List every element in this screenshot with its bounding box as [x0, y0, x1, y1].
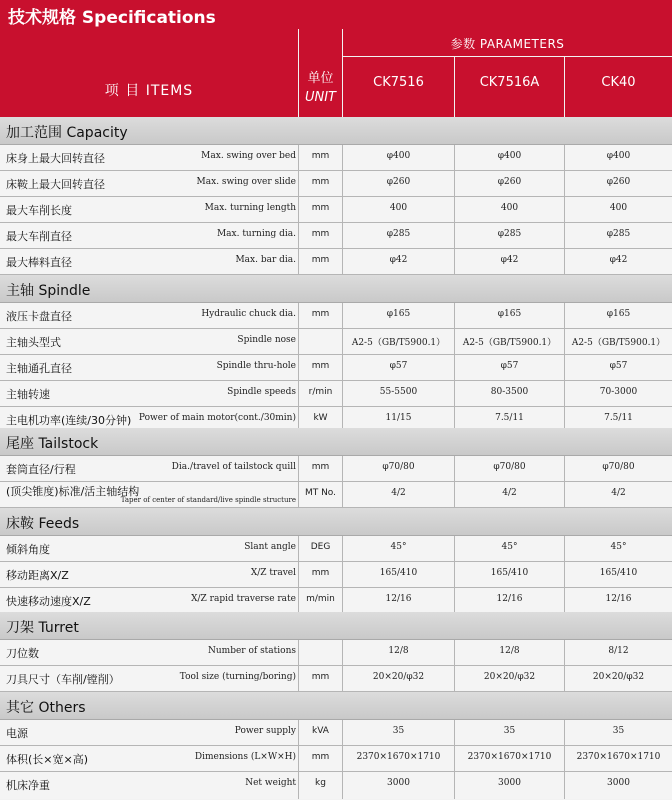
- row-label-cn: 主轴头型式: [6, 336, 61, 349]
- value-ck7516a: A2-5（GB/T5900.1）: [462, 338, 557, 348]
- value-ck7516a: 45°: [501, 542, 518, 552]
- row-label-en: Number of stations: [208, 646, 296, 656]
- row-label-cn: 液压卡盘直径: [6, 310, 72, 323]
- value-ck40: 20×20/φ32: [592, 672, 645, 682]
- column-divider: [564, 588, 565, 613]
- row-label-en: Slant angle: [244, 542, 296, 552]
- column-divider: [298, 197, 299, 222]
- value-ck7516a: φ400: [497, 151, 522, 161]
- column-divider: [454, 666, 455, 691]
- column-divider: [298, 381, 299, 406]
- table-row: [0, 562, 672, 588]
- row-label-cn: 体积(长×宽×高): [6, 753, 89, 766]
- value-ck7516: 400: [389, 203, 408, 213]
- column-divider: [564, 381, 565, 406]
- row-label-cn: 倾斜角度: [6, 543, 50, 556]
- value-ck7516: 2370×1670×1710: [356, 752, 441, 762]
- model-name: CK40: [601, 75, 636, 90]
- row-label-cn: 快速移动速度X/Z: [6, 595, 91, 608]
- model-header-ck7516: [343, 57, 454, 117]
- section-header-spindle: [0, 275, 672, 303]
- column-divider: [342, 303, 343, 328]
- column-divider: [454, 482, 455, 507]
- value-ck7516: φ42: [389, 255, 408, 265]
- column-divider: [564, 562, 565, 587]
- row-label-cn: 床身上最大回转直径: [6, 152, 105, 165]
- column-divider: [454, 720, 455, 745]
- column-divider: [564, 355, 565, 380]
- column-divider: [342, 562, 343, 587]
- column-divider: [342, 746, 343, 771]
- value-ck7516a: φ42: [500, 255, 519, 265]
- value-ck40: φ165: [606, 309, 631, 319]
- table-row: [0, 329, 672, 355]
- value-ck7516: φ285: [386, 229, 411, 239]
- parameters-header-label: 参数 PARAMETERS: [450, 37, 565, 51]
- column-divider: [298, 720, 299, 745]
- value-ck7516a: 165/410: [490, 568, 529, 578]
- section-header-feeds: [0, 508, 672, 536]
- row-unit: kg: [315, 778, 326, 788]
- column-divider: [564, 482, 565, 507]
- row-label-en: Net weight: [245, 778, 296, 788]
- column-divider: [564, 329, 565, 354]
- unit-header: [299, 29, 342, 117]
- page-title: 技术规格 Specifications: [8, 8, 216, 28]
- column-divider: [342, 381, 343, 406]
- column-divider: [564, 171, 565, 196]
- table-row: [0, 145, 672, 171]
- row-unit: mm: [311, 462, 330, 472]
- column-divider: [564, 249, 565, 274]
- table-row: [0, 536, 672, 562]
- model-header-ck40: [565, 57, 672, 117]
- value-ck40: φ260: [606, 177, 631, 187]
- table-row: [0, 223, 672, 249]
- column-divider: [454, 145, 455, 170]
- value-ck7516a: 12/8: [499, 646, 520, 656]
- value-ck7516a: φ57: [500, 361, 519, 371]
- row-label-cn: 主电机功率(连续/30分钟): [6, 414, 132, 427]
- column-divider: [298, 171, 299, 196]
- value-ck7516: φ260: [386, 177, 411, 187]
- row-label-en: Max. swing over slide: [196, 177, 296, 187]
- row-label-cn: 刀位数: [6, 647, 39, 660]
- value-ck40: 2370×1670×1710: [576, 752, 661, 762]
- column-divider: [454, 536, 455, 561]
- row-unit: mm: [311, 177, 330, 187]
- value-ck7516a: φ260: [497, 177, 522, 187]
- column-divider: [342, 329, 343, 354]
- column-divider: [342, 171, 343, 196]
- row-unit: mm: [311, 309, 330, 319]
- value-ck40: 400: [609, 203, 628, 213]
- table-row: [0, 588, 672, 614]
- value-ck7516a: 80-3500: [490, 387, 529, 397]
- column-divider: [454, 223, 455, 248]
- value-ck40: 45°: [610, 542, 627, 552]
- value-ck40: 3000: [607, 778, 630, 788]
- column-divider: [454, 303, 455, 328]
- title-bar: [0, 0, 672, 29]
- column-divider: [454, 329, 455, 354]
- row-label-en: Max. turning length: [204, 203, 296, 213]
- column-divider: [342, 482, 343, 507]
- model-name: CK7516: [373, 75, 424, 90]
- column-divider: [454, 640, 455, 665]
- row-unit: m/min: [306, 594, 335, 604]
- value-ck7516: 45°: [390, 542, 407, 552]
- value-ck7516a: 35: [503, 726, 516, 736]
- value-ck40: φ70/80: [602, 462, 635, 472]
- column-divider: [564, 720, 565, 745]
- table-row: [0, 746, 672, 772]
- row-label-cn: 移动距离X/Z: [6, 569, 69, 582]
- row-label-cn: 床鞍上最大回转直径: [6, 178, 105, 191]
- value-ck7516: 12/16: [385, 594, 412, 604]
- row-label-cn: 机床净重: [6, 779, 50, 792]
- value-ck7516a: φ285: [497, 229, 522, 239]
- row-label-en: Power supply: [234, 726, 296, 736]
- value-ck7516a: 4/2: [502, 488, 517, 498]
- value-ck40: φ400: [606, 151, 631, 161]
- value-ck7516a: 7.5/11: [495, 413, 524, 423]
- model-name: CK7516A: [479, 75, 540, 90]
- value-ck7516: φ400: [386, 151, 411, 161]
- value-ck7516: 12/8: [388, 646, 409, 656]
- value-ck40: φ42: [609, 255, 628, 265]
- row-unit: kW: [313, 413, 328, 423]
- row-unit: r/min: [308, 387, 333, 397]
- column-divider: [298, 562, 299, 587]
- column-divider: [298, 329, 299, 354]
- column-divider: [298, 536, 299, 561]
- value-ck7516a: 400: [500, 203, 519, 213]
- column-divider: [342, 145, 343, 170]
- row-label-cn: 电源: [6, 727, 28, 740]
- row-label-en: Spindle nose: [237, 335, 296, 345]
- column-divider: [564, 223, 565, 248]
- table-row: [0, 666, 672, 692]
- row-label-cn: 刀具尺寸（车削/镗削）: [6, 673, 120, 686]
- row-unit: mm: [311, 255, 330, 265]
- column-divider: [342, 640, 343, 665]
- section-title: 加工范围 Capacity: [6, 125, 128, 141]
- column-divider: [342, 588, 343, 613]
- table-row: [0, 720, 672, 746]
- column-divider: [564, 536, 565, 561]
- value-ck7516: 55-5500: [379, 387, 418, 397]
- column-divider: [298, 746, 299, 771]
- column-divider: [298, 223, 299, 248]
- row-label-en: Dimensions (L×W×H): [194, 752, 296, 762]
- row-label-cn: 主轴通孔直径: [6, 362, 72, 375]
- value-ck7516a: 20×20/φ32: [483, 672, 536, 682]
- row-unit: mm: [311, 203, 330, 213]
- row-label-en: Spindle thru-hole: [216, 361, 296, 371]
- section-title: 主轴 Spindle: [6, 283, 91, 299]
- row-unit: mm: [311, 568, 330, 578]
- section-title: 刀架 Turret: [6, 620, 79, 636]
- value-ck40: 12/16: [605, 594, 632, 604]
- items-header-label: 项 目 ITEMS: [104, 83, 194, 99]
- value-ck7516: φ70/80: [382, 462, 415, 472]
- column-divider: [342, 456, 343, 481]
- unit-header-cn: 单位: [307, 71, 334, 86]
- column-divider: [564, 303, 565, 328]
- value-ck7516a: φ165: [497, 309, 522, 319]
- column-divider: [454, 381, 455, 406]
- row-unit: mm: [311, 151, 330, 161]
- column-divider: [564, 145, 565, 170]
- row-label-en: Spindle speeds: [227, 387, 296, 397]
- row-label-en: Hydraulic chuck dia.: [201, 309, 296, 319]
- parameters-header: [343, 29, 672, 56]
- column-divider: [342, 223, 343, 248]
- row-label-cn: 最大车削直径: [6, 230, 72, 243]
- column-divider: [342, 249, 343, 274]
- value-ck7516: 165/410: [379, 568, 418, 578]
- column-divider: [564, 746, 565, 771]
- row-label-en: [121, 495, 296, 505]
- row-label-en: Power of main motor(cont./30min): [138, 413, 296, 423]
- section-title: 床鞍 Feeds: [6, 516, 80, 532]
- table-row: [0, 640, 672, 666]
- column-divider: [454, 746, 455, 771]
- table-row: [0, 482, 672, 508]
- value-ck7516: φ57: [389, 361, 408, 371]
- row-label-en: Tool size (turning/boring): [179, 672, 296, 682]
- row-label-en: Max. turning dia.: [216, 229, 296, 239]
- row-unit: DEG: [310, 542, 331, 552]
- value-ck7516a: 2370×1670×1710: [467, 752, 552, 762]
- row-label-en-text: Taper of center of standard/live spindle structure: [120, 496, 296, 504]
- value-ck7516a: 12/16: [496, 594, 523, 604]
- row-label-en: X/Z rapid traverse rate: [191, 594, 296, 604]
- row-label-cn: 最大车削长度: [6, 204, 72, 217]
- row-label-en: X/Z travel: [250, 568, 296, 578]
- column-divider: [564, 456, 565, 481]
- column-divider: [298, 456, 299, 481]
- column-divider: [342, 720, 343, 745]
- column-divider: [298, 666, 299, 691]
- row-unit: mm: [311, 752, 330, 762]
- value-ck7516: A2-5（GB/T5900.1）: [351, 338, 446, 348]
- column-divider: [454, 772, 455, 799]
- row-label-cn: 最大棒料直径: [6, 256, 72, 269]
- column-divider: [298, 640, 299, 665]
- section-header-capacity: [0, 117, 672, 145]
- value-ck40: 4/2: [611, 488, 626, 498]
- value-ck40: 8/12: [608, 646, 629, 656]
- column-divider: [298, 772, 299, 799]
- value-ck7516: 3000: [387, 778, 410, 788]
- value-ck7516: φ165: [386, 309, 411, 319]
- column-divider: [564, 666, 565, 691]
- column-divider: [454, 197, 455, 222]
- value-ck7516: 11/15: [385, 413, 412, 423]
- column-divider: [298, 303, 299, 328]
- column-divider: [342, 772, 343, 799]
- table-row: [0, 381, 672, 407]
- table-row: [0, 772, 672, 799]
- row-label-en: Max. bar dia.: [235, 255, 296, 265]
- table-row: [0, 197, 672, 223]
- row-unit: mm: [311, 361, 330, 371]
- table-row: [0, 456, 672, 482]
- items-header: [0, 29, 298, 117]
- column-divider: [564, 772, 565, 799]
- row-label-en: Dia./travel of tailstock quill: [171, 462, 296, 472]
- column-divider: [454, 588, 455, 613]
- column-divider: [454, 171, 455, 196]
- column-divider: [454, 249, 455, 274]
- row-unit: mm: [311, 672, 330, 682]
- value-ck40: 165/410: [599, 568, 638, 578]
- value-ck40: 35: [612, 726, 625, 736]
- column-divider: [564, 197, 565, 222]
- model-header-ck7516a: [455, 57, 564, 117]
- section-header-others: [0, 692, 672, 720]
- column-divider: [298, 249, 299, 274]
- row-label-en: Max. swing over bed: [201, 151, 296, 161]
- column-divider: [342, 355, 343, 380]
- value-ck7516a: 3000: [498, 778, 521, 788]
- row-unit: kVA: [312, 726, 329, 736]
- column-divider: [298, 588, 299, 613]
- column-divider: [342, 197, 343, 222]
- value-ck7516: 20×20/φ32: [372, 672, 425, 682]
- section-header-tailstock: [0, 428, 672, 456]
- value-ck40: A2-5（GB/T5900.1）: [571, 338, 666, 348]
- row-label-cn: (顶尖锥度)标准/活主轴结构: [6, 485, 140, 498]
- value-ck7516: 35: [392, 726, 405, 736]
- table-row: [0, 355, 672, 381]
- row-label-cn: 主轴转速: [6, 388, 50, 401]
- row-unit: MT No.: [304, 488, 337, 498]
- section-header-turret: [0, 612, 672, 640]
- section-title: 尾座 Tailstock: [6, 436, 99, 452]
- column-divider: [298, 482, 299, 507]
- column-divider: [342, 666, 343, 691]
- column-divider: [298, 145, 299, 170]
- value-ck40: 70-3000: [599, 387, 638, 397]
- column-divider: [298, 355, 299, 380]
- table-row: [0, 303, 672, 329]
- column-divider: [342, 536, 343, 561]
- value-ck40: φ57: [609, 361, 628, 371]
- column-divider: [564, 640, 565, 665]
- section-title: 其它 Others: [6, 700, 86, 716]
- value-ck40: φ285: [606, 229, 631, 239]
- column-divider: [454, 456, 455, 481]
- row-unit: mm: [311, 229, 330, 239]
- column-divider: [454, 355, 455, 380]
- value-ck7516: 4/2: [391, 488, 406, 498]
- value-ck40: 7.5/11: [604, 413, 633, 423]
- row-label-cn: 套筒直径/行程: [6, 463, 76, 476]
- unit-header-en: UNIT: [304, 90, 336, 105]
- column-divider: [454, 562, 455, 587]
- table-row: [0, 171, 672, 197]
- table-row: [0, 249, 672, 275]
- value-ck7516a: φ70/80: [493, 462, 526, 472]
